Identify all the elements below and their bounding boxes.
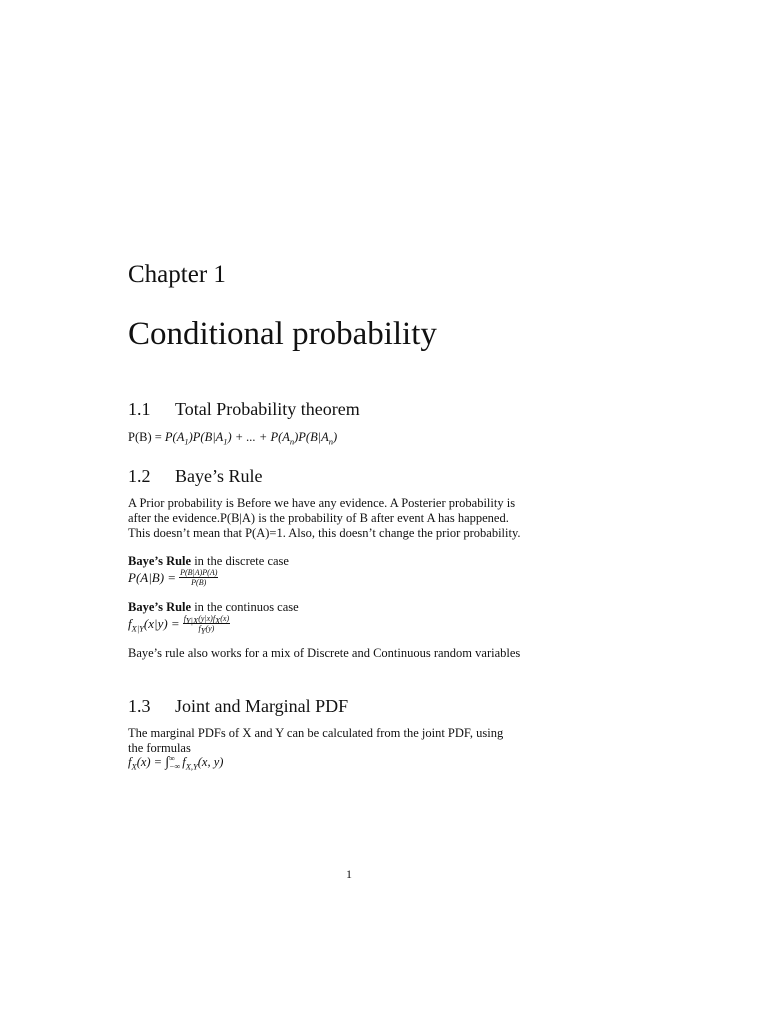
formula-prefix: P(B) = [128, 430, 165, 444]
section-heading-1-1 [128, 398, 360, 420]
bayes-intro-line-3: This doesn’t mean that P(A)=1. Also, this doesn’t change the prior probability. [128, 526, 521, 540]
formula-fraction [179, 568, 218, 587]
section-title: Baye’s Rule [175, 466, 263, 486]
section-heading-1-2 [128, 465, 263, 487]
section-number: 1.2 [128, 466, 151, 486]
chapter-label: Chapter 1 [128, 261, 226, 288]
joint-intro-line-1: The marginal PDFs of X and Y can be calculated from the joint PDF, using [128, 726, 504, 740]
bayes-discrete-formula [128, 568, 218, 587]
bayes-intro-line-1: A Prior probability is Before we have any evidence. A Posterier probability is [128, 496, 516, 510]
caption-rest: in the continuos case [191, 600, 299, 614]
formula-body: $f_X(x)$ = ∫ ∞ −∞ $f_{X,Y}(x$, y) [128, 754, 224, 772]
bayes-continuous-formula [128, 614, 230, 636]
bayes-continuous-caption [128, 600, 299, 615]
fraction-denominator: $f_Y(y)$ [198, 624, 215, 636]
section-heading-1-3 [128, 695, 348, 717]
section-title: Joint and Marginal PDF [175, 696, 349, 716]
section-number: 1.3 [128, 696, 151, 716]
fraction-numerator: $f_{Y|X}(y|x)f_X(x)$ [183, 614, 230, 626]
total-probability-formula [128, 430, 337, 445]
section-title: Total Probability theorem [175, 399, 360, 419]
marginal-pdf-formula [128, 755, 223, 771]
section-number: 1.1 [128, 399, 151, 419]
fraction-denominator: P(B) [191, 578, 207, 587]
formula-lhs: P(A|B) = [128, 570, 177, 585]
bayes-rule-bold: Baye’s Rule [128, 554, 192, 568]
caption-rest: in the discrete case [191, 554, 289, 568]
chapter-title: Conditional probability [128, 316, 437, 352]
bayes-discrete-caption [128, 554, 289, 569]
formula-lhs: $f_{X|Y}(x|y)$ = [128, 616, 180, 634]
joint-intro-line-2: the formulas [128, 741, 191, 755]
page-number: 1 [346, 867, 352, 881]
bayes-rule-bold: Baye’s Rule [128, 600, 192, 614]
formula-fraction [183, 614, 230, 636]
formula-body: $P(A_1)P(B|A_1)$ + ... + $P(A_n)P(B|A_n)$ [164, 430, 338, 447]
bayes-intro-line-2: after the evidence.P(B|A) is the probability of B after event A has happened. [128, 511, 509, 525]
bayes-mix-note: Baye’s rule also works for a mix of Discrete and Continuous random variables [128, 646, 521, 660]
fraction-numerator: P(B|A)P(A) [180, 568, 218, 577]
